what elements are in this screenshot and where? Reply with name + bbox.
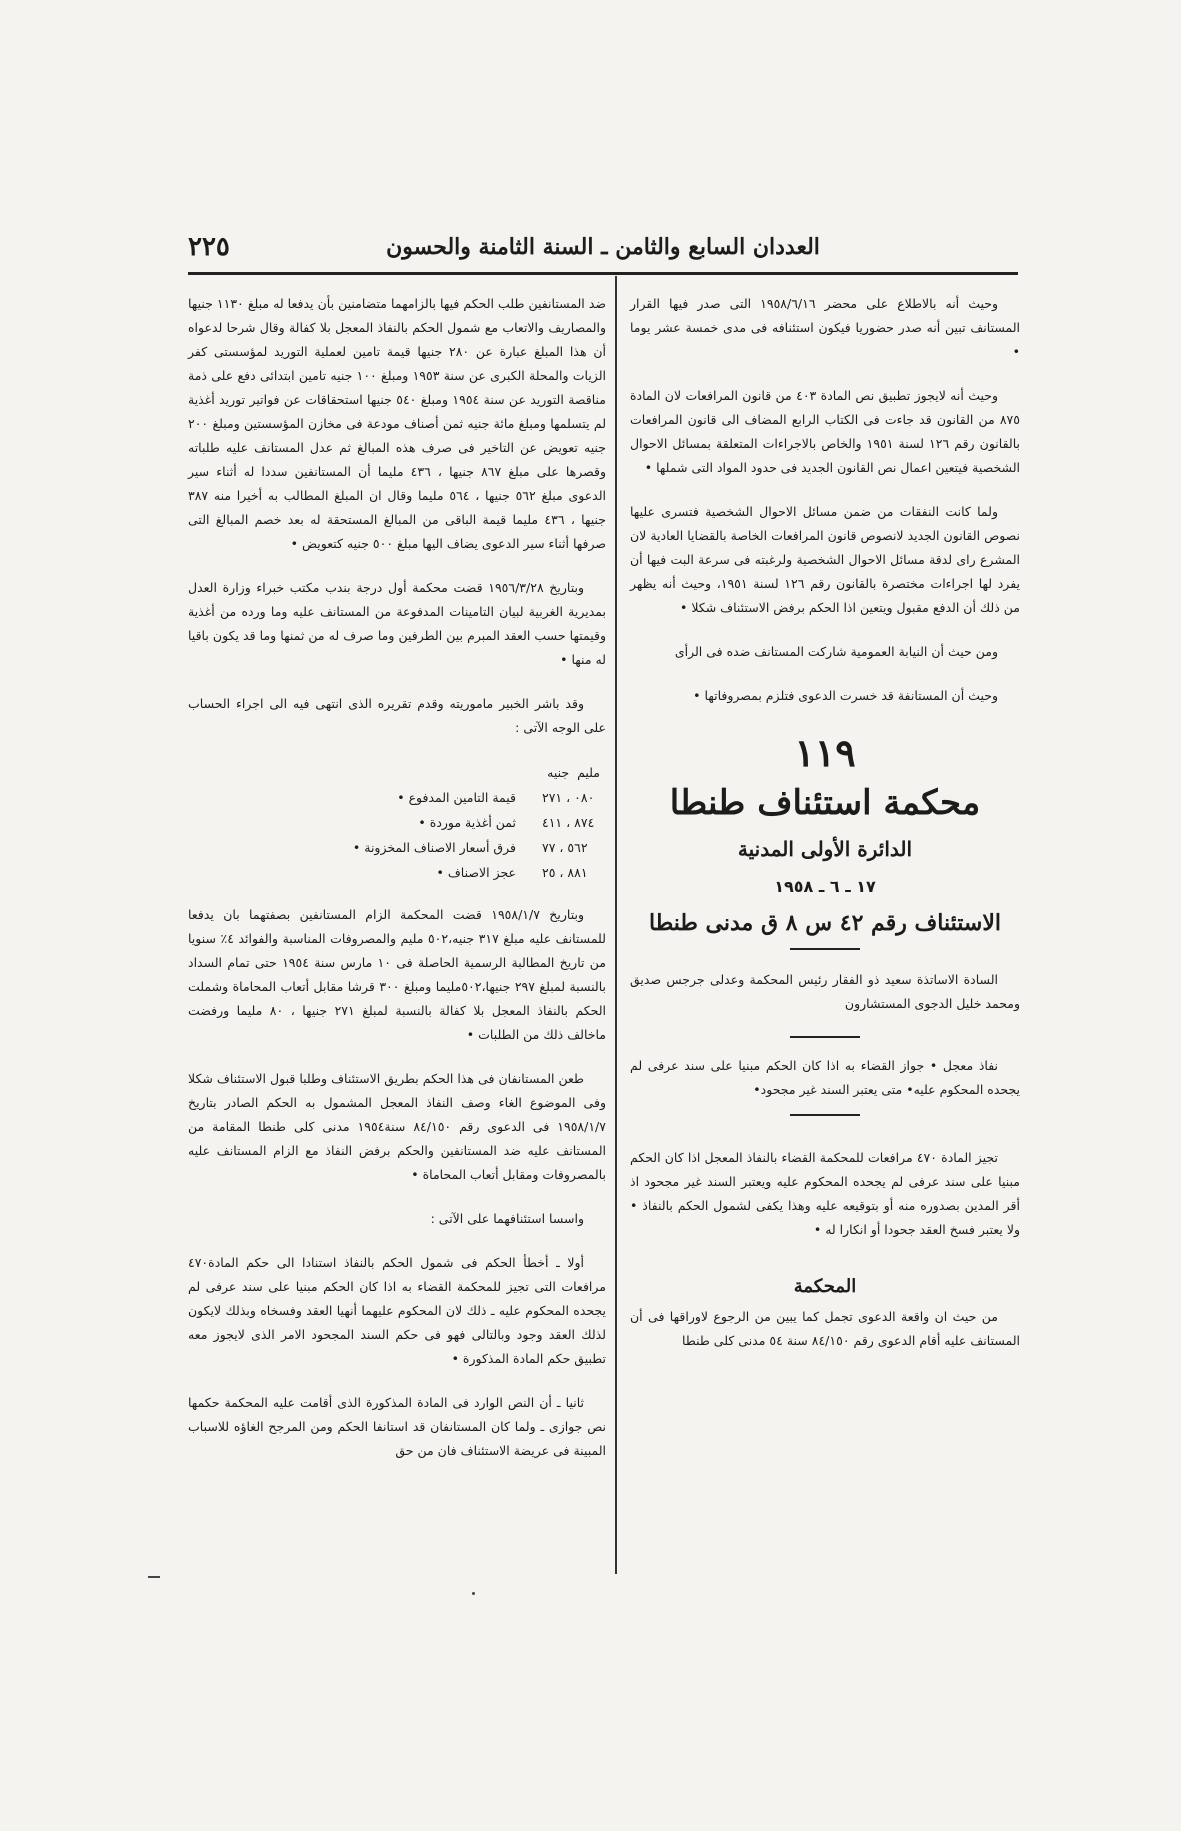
description-cell: عجز الاصناف • [436,865,516,880]
section-rule [790,1036,860,1038]
paragraph: وحيث أنه لايجوز تطبيق نص المادة ٤٠٣ من قانون المرافعات لان المادة ٨٧٥ من القانون قد جاءت فى الكتاب الرابع المضاف الى قانون المرافعات بالقانون رقم ١٢٦ لسنة ١٩٥١ والخاص بالاجراءات المتعلقة بمسائل الاحوال الشخصية فيتعين اعمال نص القانون الجديد فى حدود المواد التى شملها • [630,388,1020,475]
header-rule [188,272,1018,275]
court-heading: المحكمة [793,1276,857,1297]
paragraph: ثانيا ـ أن النص الوارد فى المادة المذكورة الذى أقامت عليه المحكمة حكمها نص جوازى ـ ولما كان المستانفان قد استانفا الحكم ومن المرجح الغاؤه للاسباب المبينة فى عريضة الاستئناف فان من حق [188,1395,606,1458]
table-row [347,860,606,885]
paragraph: أولا ـ أخطأ الحكم فى شمول الحكم بالنفاذ استنادا الى حكم المادة٤٧٠ مرافعات التى تجيز للمحكمة القضاء به اذا كان الحكم مبنيا على سند عرفى لم يجحده المحكوم عليه ـ ذلك لان المحكوم عليهما أنهيا العقد وفسخاه وبذلك لايكون لذلك العقد وجود وبالتالى فهو فى حكم السند المجحود الامر الذى لايجوز معه تطبيق حكم المادة المذكورة • [188,1255,606,1366]
paragraph: وبتاريخ ١٩٥٨/١/٧ قضت المحكمة الزام المستانفين بصفتهما بان يدفعا للمستانف عليه مبلغ ٣١٧ جنيه،٥٠٢ مليم والمصروفات المناسبة والفوائد ٤٪ سنويا من تاريخ المطالبة الرسمية الحاصلة فى ١٠ مارس سنة ١٩٥٤ حتى تمام السداد بالنسبة لمبلغ ٢٩٧ جنيها،٥٠٢مليما ومبلغ ٣٠٠ قرشا مقابل أتعاب المحاماة وشملت الحكم بالنفاذ المعجل بلا كفالة بالنسبة لمبلغ ٢٧١ جنيها ، ٨٠ مليما ورفضت ماخالف ذلك من الطلبات • [188,907,607,1042]
journal-title: العددان السابع والثامن ـ السنة الثامنة والحسون [386,234,820,260]
scan-mark [148,1576,160,1578]
paragraph: وحيث أن المستانفة قد خسرت الدعوى فتلزم بمصروفاتها • [693,688,998,703]
paragraph: ولما كانت النفقات من ضمن مسائل الاحوال الشخصية فتسرى عليها نصوص القانون الجديد لانصوص قانون المرافعات الخاصة بالقضايا العادية لان المشرع راى لدقة مسائل الاحوال الشخصية ولرغبته فى سرعة البت فيها أن يفرد لها اجراءات مختصرة بالقانون رقم ١٢٦ لسنة ١٩٥١، وحيث أنه يظهر من ذلك أن الدفع مقبول ويتعين اذا الحكم برفض الاستئناف شكلا • [630,504,1021,615]
table-header [536,760,606,785]
pound-header: جنيه [547,765,570,780]
court-name: محكمة استئناف طنطا [669,783,981,823]
section-rule [790,948,860,950]
description-cell: ثمن أغذية موردة • [418,815,516,830]
paragraph: طعن المستانفان فى هذا الحكم بطريق الاستئناف وطلبا قبول الاستئناف شكلا وفى الموضوع الغاء وصف النفاذ المعجل المشمول به الحكم الصادر بتاريخ ١٩٥٨/١/٧ فى الدعوى رقم ٨٤/١٥٠ سنة١٩٥٤ مدنى كلى طنطا المقامة من المستانف عليه ضد المستانفين والحكم برفض النفاذ مع الزام المستانف عليه بالمصروفات ومقابل أتعاب المحاماة • [188,1071,606,1182]
appeal-number: الاستئناف رقم ٤٢ س ٨ ق مدنى طنطا [648,910,1002,936]
amount-cell: ٨٧٤ ، ٤١١ [542,815,595,830]
case-date: ١٧ ـ ٦ ـ ١٩٥٨ [774,877,876,896]
paragraph: وقد باشر الخبير ماموريته وقدم تقريره الذى انتهى فيه الى اجراء الحساب على الوجه الآتى : [188,696,606,735]
table-header-row [347,760,606,785]
column-divider [615,276,617,1574]
table-header-empty [347,760,536,785]
table-row [347,785,606,810]
left-column [188,292,606,1483]
case-number: ١١٩ [794,730,856,775]
amount-cell: ٨٨١ ، ٢٥ [542,865,588,880]
running-head [188,232,1018,268]
paragraph: وبتاريخ ١٩٥٦/٣/٢٨ قضت محكمة أول درجة بندب مكتب خبراء وزارة العدل بمديرية الغربية لبيان التامينات المدفوعة من المستانف عليه وما ورده من أغذية وقيمتها حسب العقد المبرم بين الطرفين وما صرف له من ثمنها وما قد يكون باقيا له منها • [188,580,606,667]
amount-cell: ٥٦٢ ، ٧٧ [542,840,588,855]
description-cell: قيمة التامين المدفوع • [397,790,516,805]
judges-line: السادة الاساتذة سعيد ذو الفقار رئيس المحكمة وعدلى جرجس صديق ومحمد خليل الدجوى المستشارون [630,972,1020,1011]
headnote: تجيز المادة ٤٧٠ مرافعات للمحكمة القضاء بالنفاذ المعجل اذا كان الحكم مبنيا على سند عرفى لم يجحده المحكوم عليه ويعتبر السند غير مجحود اذ أقر المدين بصدوره منه أو بتوقيعه عليه وهذا يكفى لشمول الحكم بالنفاذ • ولا يعتبر فسخ العقد جحودا أو انكارا له • [630,1150,1020,1237]
court-circuit: الدائرة الأولى المدنية [737,837,913,861]
scan-dot [472,1592,475,1595]
paragraph: من حيث ان واقعة الدعوى تجمل كما يبين من الرجوع لاوراقها فى أن المستانف عليه أقام الدعوى رقم ٨٤/١٥٠ سنة ٥٤ مدنى كلى طنطا [630,1309,1020,1348]
account-table [347,760,606,885]
paragraph: واسسا استئنافهما على الآتى : [430,1211,584,1226]
section-rule [790,1114,860,1116]
description-cell: فرق أسعار الاصناف المخزونة • [352,840,516,855]
right-column [630,292,1020,1373]
table-row [347,810,606,835]
keywords-line: نفاذ معجل • جواز القضاء به اذا كان الحكم مبنيا على سند عرفى لم يجحده المحكوم عليه• متى يعتبر السند غير مجحود• [630,1058,1020,1097]
millim-header: مليم [577,765,600,780]
paragraph: ضد المستانفين طلب الحكم فيها بالزامهما متضامنين بأن يدفعا له مبلغ ١١٣٠ جنيها والمصاريف والاتعاب مع شمول الحكم بالنفاذ المعجل بلا كفالة وقال شرحا لدعواه أن هذا المبلغ عبارة عن ٢٨٠ جنيها قيمة تامين لعملية التوريد لمؤسستى كفر الزيات والمحلة الكبرى عن سنة ١٩٥٣ ومبلغ ١٠٠ جنيه تامين ابتدائى دفع على ذمة مناقصة التوريد عن سنة ١٩٥٤ ومبلغ ٥٤٠ جنيها استحقاقات عن فواتير توريد أغذية لم يتسلمها ومبلغ مائة جنيه ثمن أصناف مودعة فى مخازن المؤسستين ومبلغ ٢٠٠ جنيه تعويض عن التاخير فى صرف هذه المبالغ ثم عدل المستانف عليه طلباته وقصرها على مبلغ ٨٦٧ جنيها ، ٤٣٦ مليما أن المستانفين سددا له أثناء سير الدعوى مبلغ ٥٦٢ جنيها ، ٥٦٤ مليما وقال ان المبلغ المطالب به أخيرا منه ٣٨٧ جنيها ، ٤٣٦ مليما قيمة الباقى من المبالغ المستحقة له بعد خصم المبالغ التى صرفها أثناء سير الدعوى يضاف اليها مبلغ ٥٠٠ جنيه كتعويض • [188,296,607,551]
paragraph: ومن حيث أن النيابة العمومية شاركت المستانف ضده فى الرأى [674,644,998,659]
paragraph: وحيث أنه بالاطلاع على محضر ١٩٥٨/٦/١٦ التى صدر فيها القرار المستانف تبين أنه صدر حضوريا فيكون استئنافه فى مدى خمسة عشر يوما • [630,296,1020,359]
table-row [347,835,606,860]
page-number: ٢٢٥ [188,232,230,262]
amount-cell: ٠٨٠ ، ٢٧١ [542,790,595,805]
